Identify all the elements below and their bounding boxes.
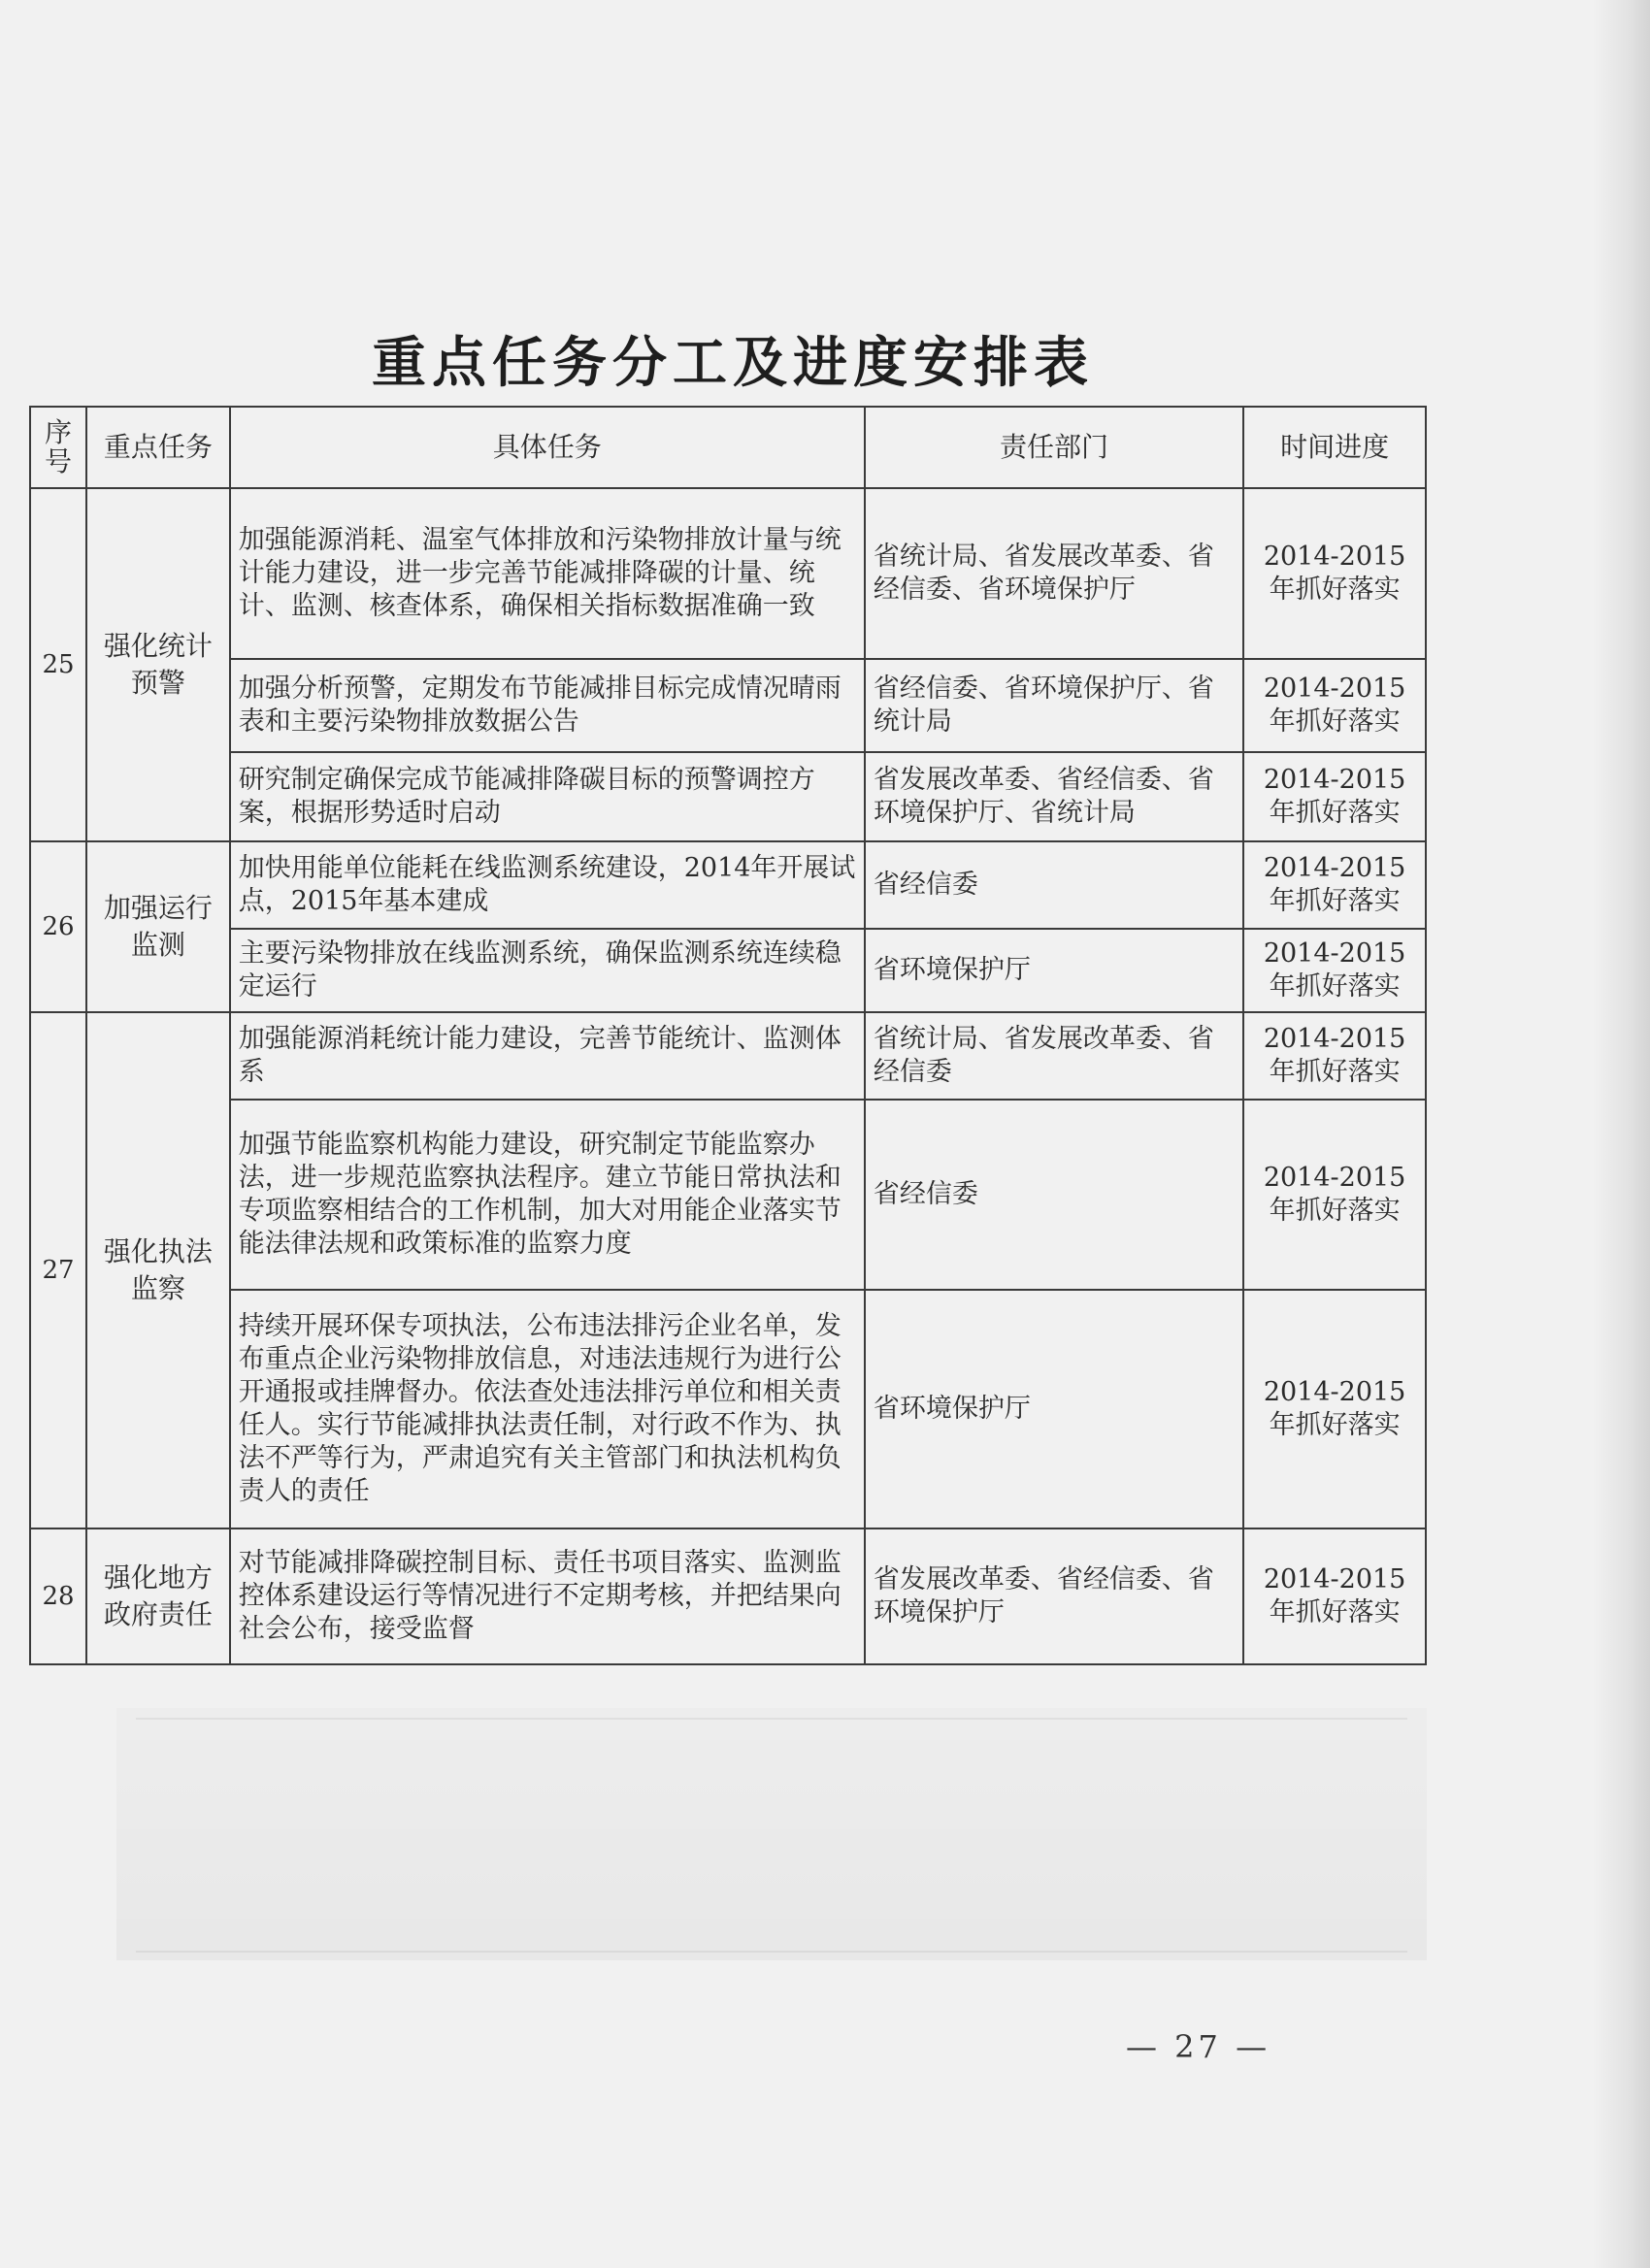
row-number: 27 bbox=[30, 1012, 86, 1528]
task-detail: 加强节能监察机构能力建设，研究制定节能监察办法，进一步规范监察执法程序。建立节能日常执法和专项监察相结合的工作机制，加大对用能企业落实节能法律法规和政策标准的监察力度 bbox=[230, 1100, 865, 1290]
responsible-dept: 省经信委 bbox=[865, 841, 1243, 929]
schedule: 2014-2015年抓好落实 bbox=[1243, 1290, 1426, 1528]
table-row bbox=[30, 841, 1426, 929]
responsible-dept: 省发展改革委、省经信委、省环境保护厅、省统计局 bbox=[865, 752, 1243, 841]
table-row bbox=[30, 659, 1426, 752]
key-task: 强化统计预警 bbox=[86, 488, 230, 841]
header-time: 时间进度 bbox=[1243, 407, 1426, 488]
table-row bbox=[30, 929, 1426, 1012]
task-detail: 持续开展环保专项执法，公布违法排污企业名单，发布重点企业污染物排放信息，对违法违规行为进行公开通报或挂牌督办。依法查处违法排污单位和相关责任人。实行节能减排执法责任制，对行政不作为、执法不严等行为，严肃追究有关主管部门和执法机构负责人的责任 bbox=[230, 1290, 865, 1528]
header-no: 序号 bbox=[30, 407, 86, 488]
bleed-through-line bbox=[136, 1951, 1407, 1953]
key-task: 强化地方政府责任 bbox=[86, 1528, 230, 1664]
schedule: 2014-2015年抓好落实 bbox=[1243, 488, 1426, 659]
schedule: 2014-2015年抓好落实 bbox=[1243, 1528, 1426, 1664]
responsible-dept: 省环境保护厅 bbox=[865, 1290, 1243, 1528]
table-row bbox=[30, 752, 1426, 841]
task-detail: 加快用能单位能耗在线监测系统建设，2014年开展试点，2015年基本建成 bbox=[230, 841, 865, 929]
responsible-dept: 省统计局、省发展改革委、省经信委 bbox=[865, 1012, 1243, 1100]
row-number: 28 bbox=[30, 1528, 86, 1664]
task-detail: 加强能源消耗统计能力建设，完善节能统计、监测体系 bbox=[230, 1012, 865, 1100]
bleed-through-area bbox=[116, 1708, 1427, 1960]
bleed-through-line bbox=[136, 1718, 1407, 1720]
schedule: 2014-2015年抓好落实 bbox=[1243, 1100, 1426, 1290]
task-detail: 主要污染物排放在线监测系统，确保监测系统连续稳定运行 bbox=[230, 929, 865, 1012]
table-row bbox=[30, 1528, 1426, 1664]
key-task: 强化执法监察 bbox=[86, 1012, 230, 1528]
schedule: 2014-2015年抓好落实 bbox=[1243, 929, 1426, 1012]
document-title: 重点任务分工及进度安排表 bbox=[372, 331, 1094, 395]
schedule: 2014-2015年抓好落实 bbox=[1243, 659, 1426, 752]
row-number: 26 bbox=[30, 841, 86, 1012]
page-edge-shadow bbox=[1592, 0, 1650, 2268]
page-number: — 27 — bbox=[1126, 2028, 1271, 2065]
row-number: 25 bbox=[30, 488, 86, 841]
table-header-row bbox=[30, 407, 1426, 488]
responsible-dept: 省发展改革委、省经信委、省环境保护厅 bbox=[865, 1528, 1243, 1664]
table-row bbox=[30, 1100, 1426, 1290]
responsible-dept: 省环境保护厅 bbox=[865, 929, 1243, 1012]
task-detail: 加强能源消耗、温室气体排放和污染物排放计量与统计能力建设，进一步完善节能减排降碳的计量、统计、监测、核查体系，确保相关指标数据准确一致 bbox=[230, 488, 865, 659]
task-detail: 研究制定确保完成节能减排降碳目标的预警调控方案，根据形势适时启动 bbox=[230, 752, 865, 841]
responsible-dept: 省经信委、省环境保护厅、省统计局 bbox=[865, 659, 1243, 752]
schedule: 2014-2015年抓好落实 bbox=[1243, 841, 1426, 929]
schedule: 2014-2015年抓好落实 bbox=[1243, 1012, 1426, 1100]
table-row bbox=[30, 488, 1426, 659]
responsible-dept: 省经信委 bbox=[865, 1100, 1243, 1290]
schedule: 2014-2015年抓好落实 bbox=[1243, 752, 1426, 841]
table-row bbox=[30, 1012, 1426, 1100]
key-task: 加强运行监测 bbox=[86, 841, 230, 1012]
task-detail: 对节能减排降碳控制目标、责任书项目落实、监测监控体系建设运行等情况进行不定期考核，并把结果向社会公布，接受监督 bbox=[230, 1528, 865, 1664]
table-row bbox=[30, 1290, 1426, 1528]
header-dept: 责任部门 bbox=[865, 407, 1243, 488]
task-detail: 加强分析预警，定期发布节能减排目标完成情况晴雨表和主要污染物排放数据公告 bbox=[230, 659, 865, 752]
task-table bbox=[29, 406, 1427, 1665]
header-detail: 具体任务 bbox=[230, 407, 865, 488]
header-task: 重点任务 bbox=[86, 407, 230, 488]
responsible-dept: 省统计局、省发展改革委、省经信委、省环境保护厅 bbox=[865, 488, 1243, 659]
